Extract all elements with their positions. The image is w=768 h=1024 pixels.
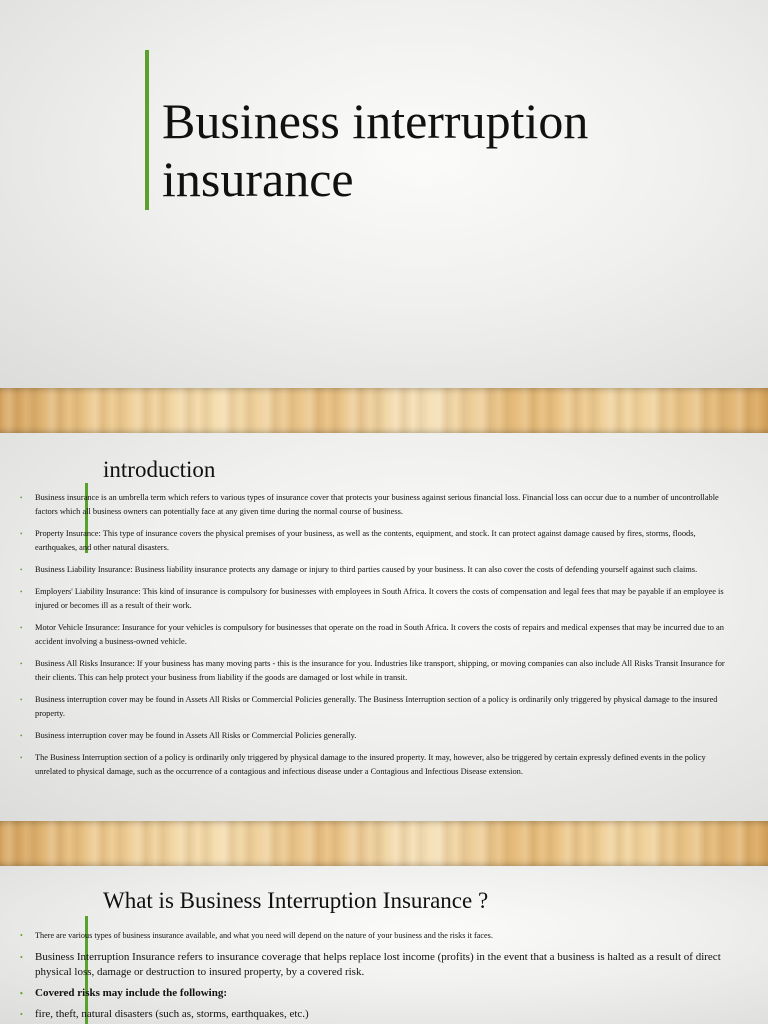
list-item-text: Covered risks may include the following: — [35, 987, 227, 999]
bullet-icon: • — [20, 696, 23, 704]
intro-heading: introduction — [103, 457, 216, 482]
list-item-text: Business Liability Insurance: Business liability insurance protects any damage or injury to third parties caused by your business. It can also cover the costs of defending yourself against such claims. — [35, 565, 698, 574]
bullet-icon: • — [20, 1010, 23, 1019]
list-item — [20, 986, 732, 1001]
list-item — [20, 491, 732, 519]
list-item — [20, 527, 732, 555]
list-item — [20, 693, 732, 721]
bullet-icon: • — [20, 732, 23, 740]
definition-bullet-list — [20, 930, 732, 1024]
list-item-text: Business interruption cover may be found in Assets All Risks or Commercial Policies generally. — [35, 731, 357, 740]
list-item-text: Business interruption cover may be found in Assets All Risks or Commercial Policies generally. The Business Interruption section of a policy is ordinarily only triggered by physical damage to the insured property. — [35, 695, 718, 718]
bullet-icon: • — [20, 754, 23, 762]
introduction-slide — [0, 433, 768, 821]
list-item — [20, 657, 732, 685]
list-item — [20, 563, 732, 577]
bullet-icon: • — [20, 566, 23, 574]
list-item-text: Property Insurance: This type of insurance covers the physical premises of your business, as well as the contents, equipment, and stock. It can protect against damage caused by fires, storms, floods, earthquakes, and other natural disasters. — [35, 529, 696, 552]
title-line-2: insurance — [162, 151, 354, 207]
list-item-text: The Business Interruption section of a policy is ordinarily only triggered by physical damage to the insured property. It may, however, also be triggered by certain expressly defined events in the policy unrelated to physical damage, such as the occurrence of a contagious and infectious disease under a Contagious and Infectious Disease extension. — [35, 753, 706, 776]
bullet-icon: • — [20, 530, 23, 538]
title-line-1: Business interruption — [162, 93, 589, 149]
list-item-text: Motor Vehicle Insurance: Insurance for your vehicles is compulsory for businesses that operate on the road in South Africa. It covers the costs of repairs and medical expenses that may be incurred due to an accident involving a business-owned vehicle. — [35, 623, 724, 646]
bullet-icon: • — [20, 624, 23, 632]
bullet-icon: • — [20, 660, 23, 668]
list-item — [20, 1007, 732, 1022]
title-accent-bar — [145, 50, 149, 210]
list-item-text: Business insurance is an umbrella term which refers to various types of insurance cover that protects your business against serious financial loss. Financial loss can occur due to a number of uncontrollable factors which all business owners can potentially face at any given time during the normal course of business. — [35, 493, 719, 516]
list-item-text: Business Interruption Insurance refers to insurance coverage that helps replace lost income (profits) in the event that a business is halted as a result of direct physical loss, damage or destruction to insured property, by a covered risk. — [35, 951, 721, 978]
bullet-icon: • — [20, 953, 23, 962]
list-item — [20, 950, 732, 980]
list-item-text: Employers' Liability Insurance: This kind of insurance is compulsory for businesses with employees in South Africa. It covers the costs of compensation and legal fees that may be payable if an employee is injured or becomes ill as a result of their work. — [35, 587, 724, 610]
bullet-icon: • — [20, 588, 23, 596]
title-slide — [0, 0, 768, 388]
bullet-icon: • — [20, 989, 23, 998]
list-item — [20, 930, 732, 942]
bullet-icon: • — [20, 494, 23, 502]
list-item-text: There are various types of business insurance available, and what you need will depend on the nature of your business and the risks it faces. — [35, 931, 493, 940]
list-item — [20, 751, 732, 779]
list-item-text: fire, theft, natural disasters (such as, storms, earthquakes, etc.) — [35, 1008, 309, 1020]
list-item — [20, 621, 732, 649]
list-item — [20, 585, 732, 613]
slide-separator-wood — [0, 388, 768, 433]
slide-title — [162, 92, 588, 208]
definition-heading: What is Business Interruption Insurance ? — [103, 888, 489, 913]
slide-separator-wood — [0, 821, 768, 866]
intro-bullet-list — [20, 491, 732, 787]
list-item-text: Business All Risks Insurance: If your business has many moving parts - this is the insurance for you. Industries like transport, shipping, or moving companies can also include All Risks Transit Insurance for their clients. This can help protect your business from liability if the goods are damaged or lost while in transit. — [35, 659, 725, 682]
bullet-icon: • — [20, 931, 23, 940]
definition-slide — [0, 866, 768, 1024]
list-item — [20, 729, 732, 743]
